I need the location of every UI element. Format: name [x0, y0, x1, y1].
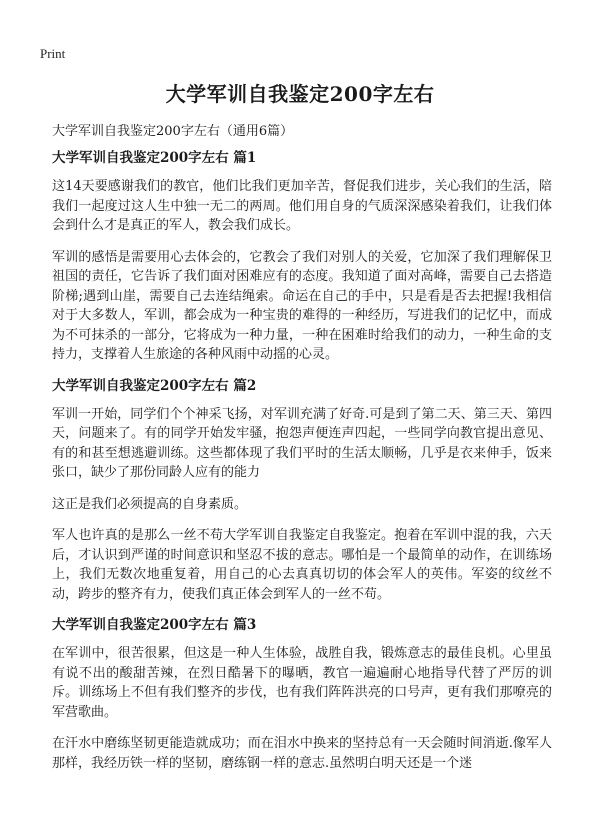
- section-heading: 大学军训自我鉴定200字左右 篇2: [52, 377, 257, 394]
- document-subtitle: 大学军训自我鉴定200字左右（通用6篇）: [52, 124, 294, 139]
- section-2: [52, 377, 552, 605]
- section-heading: 大学军训自我鉴定200字左右 篇1: [52, 150, 257, 166]
- paragraph: 这14天要感谢我们的教官，他们比我们更加辛苦，督促我们进步，关心我们的生活，陪我们一起度过这人生中独一无二的两周。他们用自身的气质深深感染着我们，让我们体会到什么才是真正的军人，教会我们成长。: [52, 179, 552, 233]
- section-3: [52, 616, 552, 773]
- print-link[interactable]: Print: [40, 46, 66, 61]
- page-title: 大学军训自我鉴定200字左右: [165, 82, 435, 106]
- paragraph: 这正是我们必须提高的自身素质。: [52, 496, 248, 512]
- paragraph: 军训的感悟是需要用心去体会的，它教会了我们对别人的关爱，它加深了我们理解保卫祖国的责任，它告诉了我们面对困难应有的态度。我知道了面对高峰，需要自己去搭造阶梯;遇到山崖，需要自己去连结绳索。命运在自己的手中，只是看是否去把握!我相信对于大多数人，军训，都会成为一种宝贵的难得的一种经历，写进我们的记忆中，而成为不可抹杀的一部分，它将成为一种力量，一种在困难时给我们的动力，一种生命的支持力，支撑着人生旅途的各种风雨中动摇的心灵。: [52, 249, 552, 362]
- section-heading: 大学军训自我鉴定200字左右 篇3: [52, 617, 257, 633]
- paragraph: 军人也许真的是那么一丝不苟大学军训自我鉴定自我鉴定。抱着在军训中混的我，六天后，才认识到严谨的时间意识和坚忍不拔的意志。哪怕是一个最简单的动作，在训练场上，我们无数次地重复着，用自己的心去真真切切的体会军人的英伟。军姿的纹丝不动，跨步的整齐有力，使我们真正体会到军人的一丝不苟。: [52, 528, 552, 602]
- document-body: [52, 149, 552, 785]
- section-1: [52, 149, 552, 365]
- paragraph: 军训一开始，同学们个个神采飞扬，对军训充满了好奇.可是到了第二天、第三天、第四天，问题来了。有的同学开始发牢骚，抱怨声便连声四起，一些同学向教官提出意见、有的和甚至想逃避训练。这些都体现了我们平时的生活太顺畅，几乎是衣来伸手，饭来张口，缺少了那份同龄人应有的能力: [52, 406, 552, 480]
- paragraph: 在军训中，很苦很累，但这是一种人生体验，战胜自我，锻炼意志的最佳良机。心里虽有说不出的酸甜苦辣，在烈日酷暑下的曝晒，教官一遍遍耐心地指导代替了严厉的训斥。训练场上不但有我们整齐的步伐，也有我们阵阵洪亮的口号声，更有我们那嘹亮的军营歌曲。: [52, 646, 552, 720]
- paragraph: 在汗水中磨练坚韧更能造就成功；而在泪水中换来的坚持总有一天会随时间消逝.像军人那样，我经历铁一样的坚韧，磨练钢一样的意志.虽然明白明天还是一个迷: [52, 736, 552, 771]
